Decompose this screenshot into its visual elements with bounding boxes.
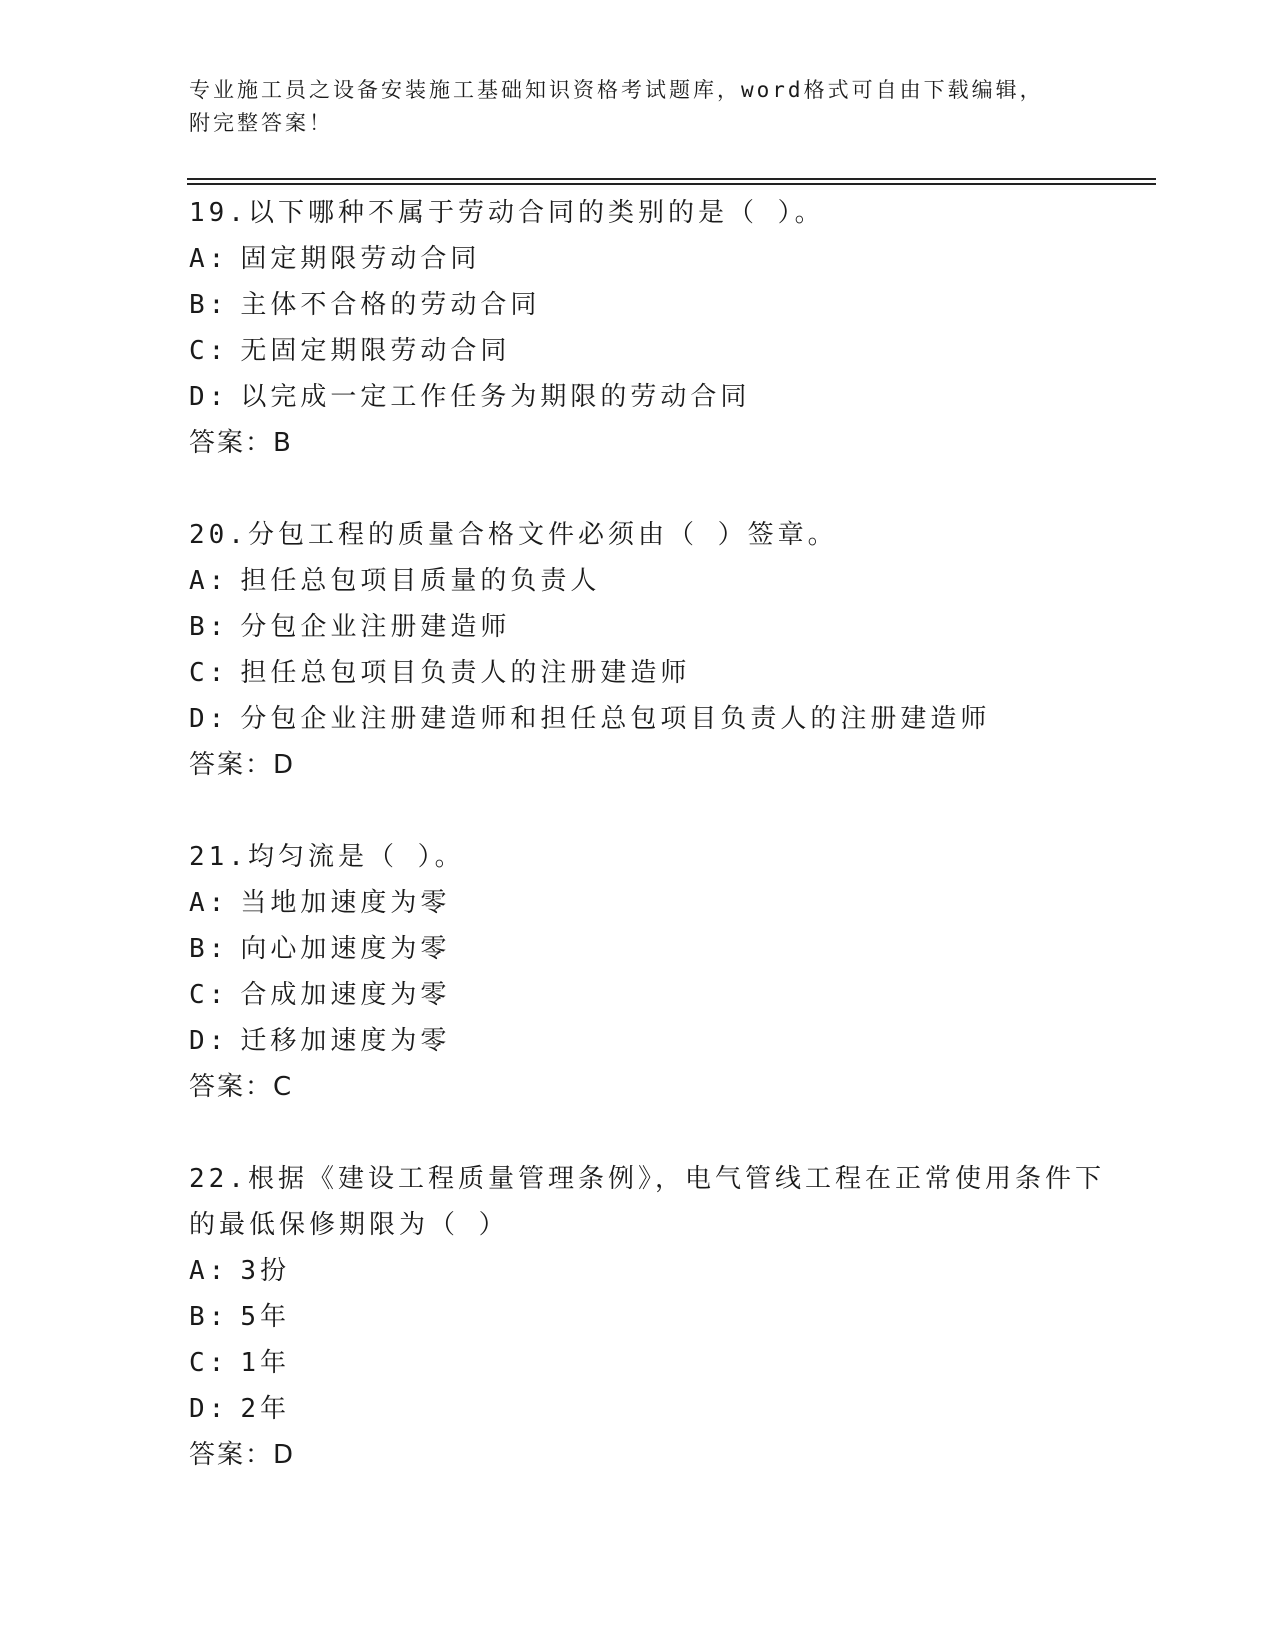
option-key: B:: [189, 290, 229, 320]
option-text: 担任总包项目质量的负责人: [240, 566, 601, 596]
option-a: [189, 1248, 1149, 1294]
option-text: 分包企业注册建造师: [240, 612, 511, 642]
option-key: D:: [189, 1394, 229, 1424]
option-a: [189, 880, 1149, 926]
document-header: [189, 74, 1089, 140]
option-c: [189, 328, 1149, 374]
option-key: A:: [189, 888, 229, 918]
option-text: 合成加速度为零: [240, 980, 451, 1010]
option-text: 当地加速度为零: [240, 888, 451, 918]
option-text: 1年: [240, 1348, 290, 1378]
option-key: C:: [189, 658, 229, 688]
option-text: 2年: [240, 1394, 290, 1424]
option-key: A:: [189, 1256, 229, 1286]
answer-line: 答案：D: [189, 1440, 296, 1470]
option-b: [189, 926, 1149, 972]
option-b: [189, 1294, 1149, 1340]
question-20: [189, 512, 1149, 788]
question-19: [189, 190, 1149, 466]
option-key: B:: [189, 1302, 229, 1332]
header-divider-bottom: [187, 183, 1156, 185]
option-b: [189, 604, 1149, 650]
option-text: 5年: [240, 1302, 290, 1332]
option-key: C:: [189, 980, 229, 1010]
option-text: 固定期限劳动合同: [240, 244, 481, 274]
header-line-1: 专业施工员之设备安装施工基础知识资格考试题库，word格式可自由下载编辑，: [189, 78, 1044, 102]
answer-line: 答案：B: [189, 428, 293, 458]
answer-line: 答案：C: [189, 1072, 294, 1102]
question-stem: 21.均匀流是（ ）。: [189, 842, 465, 872]
question-list: [189, 190, 1149, 1524]
option-text: 主体不合格的劳动合同: [240, 290, 541, 320]
option-key: D:: [189, 704, 229, 734]
header-line-2: 附完整答案！: [189, 111, 333, 135]
option-text: 3扮: [240, 1256, 290, 1286]
option-key: B:: [189, 934, 229, 964]
option-text: 以完成一定工作任务为期限的劳动合同: [240, 382, 751, 412]
option-a: [189, 558, 1149, 604]
option-key: C:: [189, 336, 229, 366]
option-d: [189, 374, 1149, 420]
option-text: 无固定期限劳动合同: [240, 336, 511, 366]
option-b: [189, 282, 1149, 328]
option-text: 迁移加速度为零: [240, 1026, 451, 1056]
option-key: C:: [189, 1348, 229, 1378]
question-stem: 19.以下哪种不属于劳动合同的类别的是（ ）。: [189, 198, 825, 228]
question-21: [189, 834, 1149, 1110]
option-d: [189, 696, 1149, 742]
option-c: [189, 650, 1149, 696]
option-text: 担任总包项目负责人的注册建造师: [240, 658, 691, 688]
answer-line: 答案：D: [189, 750, 296, 780]
question-stem-continued: 的最低保修期限为（ ）: [189, 1210, 509, 1240]
option-c: [189, 972, 1149, 1018]
option-key: B:: [189, 612, 229, 642]
option-text: 向心加速度为零: [240, 934, 451, 964]
question-22: [189, 1156, 1149, 1478]
option-key: D:: [189, 382, 229, 412]
option-d: [189, 1018, 1149, 1064]
option-key: A:: [189, 244, 229, 274]
option-c: [189, 1340, 1149, 1386]
question-stem: 22.根据《建设工程质量管理条例》，电气管线工程在正常使用条件下: [189, 1164, 1105, 1194]
option-text: 分包企业注册建造师和担任总包项目负责人的注册建造师: [240, 704, 991, 734]
question-stem: 20.分包工程的质量合格文件必须由（ ）签章。: [189, 520, 838, 550]
option-key: D:: [189, 1026, 229, 1056]
header-divider-top: [187, 178, 1156, 180]
option-a: [189, 236, 1149, 282]
option-key: A:: [189, 566, 229, 596]
option-d: [189, 1386, 1149, 1432]
